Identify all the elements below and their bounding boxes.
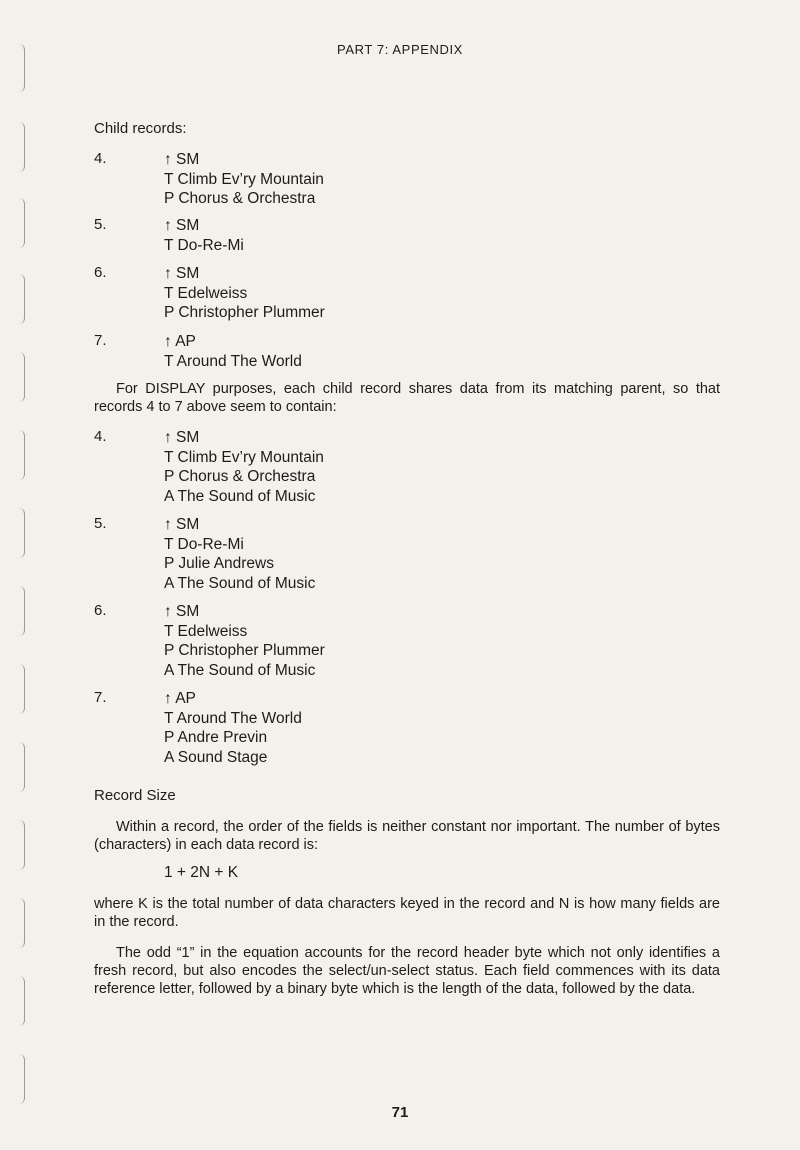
record-number: 5. [94, 216, 107, 233]
record-line: ↑ SM [164, 265, 200, 282]
record-number: 4. [94, 428, 107, 445]
record-line: ↑ SM [164, 217, 200, 234]
record-line: ↑ AP [164, 333, 196, 350]
binding-mark [18, 122, 25, 172]
record-line: T Do-Re-Mi [164, 236, 244, 254]
binding-mark [18, 742, 25, 792]
record-line: P Chorus & Orchestra [164, 190, 316, 207]
binding-mark [18, 664, 25, 714]
record-line: P Christopher Plummer [164, 642, 325, 659]
record-line: P Chorus & Orchestra [164, 468, 316, 485]
binding-mark [18, 976, 25, 1026]
record-line: A The Sound of Music [164, 487, 316, 505]
record-line: A The Sound of Music [164, 661, 316, 679]
record-line: A The Sound of Music [164, 574, 316, 592]
record-line: T Climb Ev’ry Mountain [164, 448, 324, 466]
record-line: ↑ AP [164, 690, 196, 707]
record-line: T Edelweiss [164, 622, 248, 640]
record-line: ↑ SM [164, 603, 200, 620]
record-number: 4. [94, 150, 107, 167]
record-line: ↑ SM [164, 516, 200, 533]
section-heading: Record Size [94, 787, 176, 804]
record-line: P Christopher Plummer [164, 304, 325, 321]
display-paragraph: For DISPLAY purposes, each child record shares data from its matching parent, so that records 4 to 7 above seem to contain: [94, 381, 720, 415]
record-line: T Edelweiss [164, 284, 248, 302]
binding-mark [18, 198, 25, 248]
record-line: ↑ SM [164, 151, 200, 168]
record-line: T Around The World [164, 709, 302, 727]
record-number: 5. [94, 515, 107, 532]
binding-mark [18, 586, 25, 636]
record-line: A Sound Stage [164, 748, 268, 766]
binding-mark [18, 352, 25, 402]
record-number: 6. [94, 602, 107, 619]
where-paragraph: where K is the total number of data characters keyed in the record and N is how many fields are in the record. [94, 896, 720, 930]
binding-mark [18, 898, 25, 948]
binding-mark [18, 508, 25, 558]
binding-mark [18, 430, 25, 480]
header-byte-paragraph: The odd “1” in the equation accounts for the record header byte which not only identifies a fresh record, but also encodes the select/un-select status. Each field commences with its data reference letter, followed by a binary byte which is the length of the data, followed by the data. [94, 945, 720, 997]
page-number: 71 [391, 1104, 409, 1121]
record-number: 7. [94, 689, 107, 706]
child-records-label: Child records: [94, 120, 187, 137]
record-size-paragraph: Within a record, the order of the fields is neither constant nor important. The number of bytes (characters) in each data record is: [94, 819, 720, 853]
binding-mark [18, 274, 25, 324]
record-line: P Julie Andrews [164, 555, 274, 572]
formula: 1 + 2N + K [164, 864, 239, 881]
record-line: T Around The World [164, 352, 302, 370]
record-number: 7. [94, 332, 107, 349]
record-line: T Climb Ev’ry Mountain [164, 170, 324, 188]
binding-mark [18, 1054, 25, 1104]
page-header: PART 7: APPENDIX [337, 42, 463, 57]
record-number: 6. [94, 264, 107, 281]
record-line: ↑ SM [164, 429, 200, 446]
record-line: T Do-Re-Mi [164, 535, 244, 553]
binding-mark [18, 820, 25, 870]
record-line: P Andre Previn [164, 729, 268, 746]
